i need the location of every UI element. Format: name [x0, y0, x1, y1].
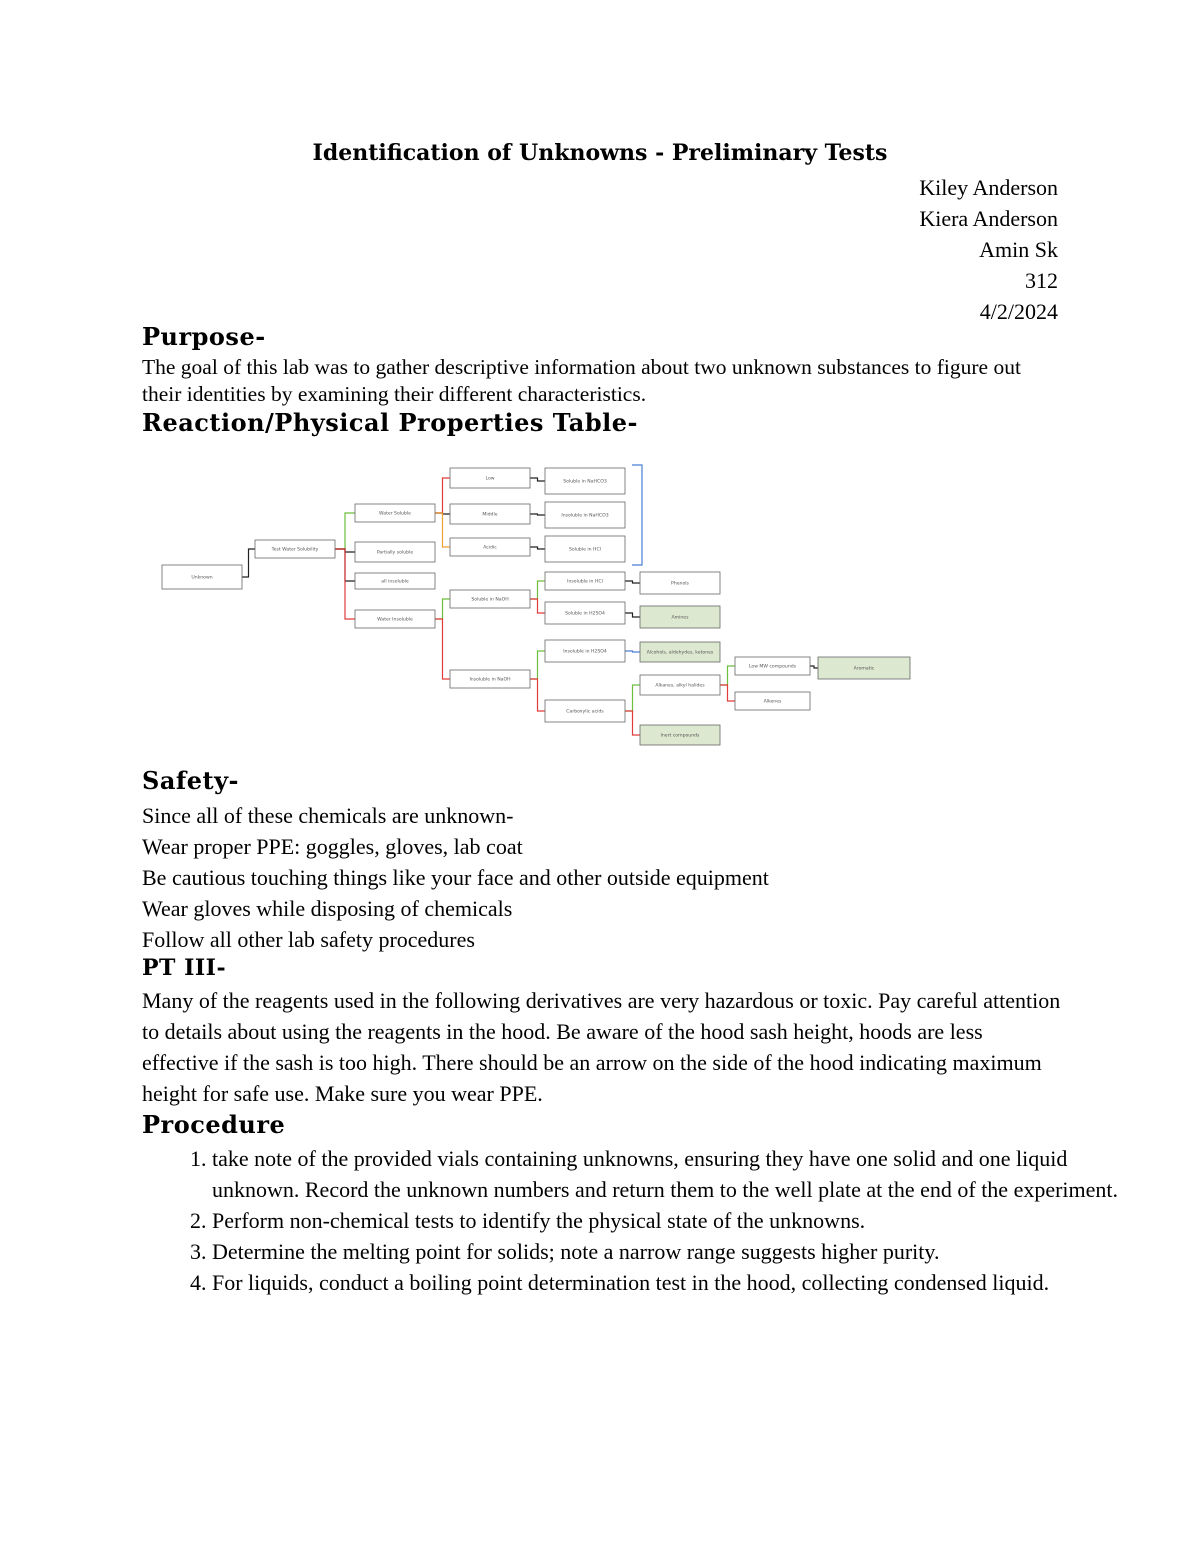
- safety-line: Follow all other lab safety procedures: [142, 927, 475, 952]
- table-heading: Reaction/Physical Properties Table-: [142, 408, 638, 437]
- procedure-step: 4. For liquids, conduct a boiling point determination test in the hood, collecting condensed liquid.: [212, 1267, 1132, 1298]
- flowchart-node-label: Soluble in HCl: [569, 547, 601, 553]
- flowchart-connector: [720, 666, 735, 685]
- flowchart-connector: [530, 478, 545, 481]
- flowchart-node-label: Alkenes: [763, 699, 782, 705]
- flowchart-node-label: Insoluble in NaOH: [469, 677, 511, 683]
- flowchart-node-label: Soluble in NaHCO3: [563, 479, 607, 485]
- safety-line: Wear proper PPE: goggles, gloves, lab coat: [142, 834, 523, 859]
- flowchart-node-label: Water Soluble: [379, 511, 411, 517]
- purpose-heading: Purpose-: [142, 322, 266, 351]
- author-line: Amin Sk: [979, 237, 1058, 262]
- flowchart-connector: [720, 685, 735, 701]
- flowchart-bracket: [632, 465, 642, 565]
- pt3-heading: PT III-: [142, 955, 227, 981]
- flowchart-connector: [530, 581, 545, 599]
- document-date: 4/2/2024: [979, 299, 1058, 324]
- document-title: Identification of Unknowns - Preliminary Tests: [312, 140, 888, 166]
- flowchart-node-label: Alcohols, aldehydes, ketones: [646, 650, 714, 656]
- flowchart-node-label: Insoluble in NaHCO3: [561, 513, 609, 519]
- flowchart-node-label: Carboxylic acids: [566, 709, 604, 715]
- author-block: [919, 172, 1058, 327]
- flowchart-node-label: Acidic: [483, 545, 497, 551]
- flowchart-connector: [435, 599, 450, 619]
- safety-heading: Safety-: [142, 766, 239, 795]
- flowchart-node-label: Soluble in H2SO4: [565, 611, 605, 617]
- procedure-step: 3. Determine the melting point for solids; note a narrow range suggests higher purity.: [212, 1236, 1132, 1267]
- flowchart-svg: [160, 460, 920, 755]
- flowchart-connector: [335, 549, 355, 619]
- flowchart-connector: [530, 679, 545, 711]
- flowchart-node-label: Alkanes, alkyl halides: [655, 683, 705, 689]
- flowchart-connector: [435, 478, 450, 513]
- pt3-text: Many of the reagents used in the following derivatives are very hazardous or toxic. Pay careful attention to details about using the reagents in the hood. Be aware of the hood sash height, hoods are less effective if the sash is too high. There should be an arrow on the side of the hood indicating maximum height for safe use. Make sure you wear PPE.: [142, 988, 1061, 1106]
- flowchart-connector: [242, 549, 255, 577]
- flowchart-node-label: Inert compounds: [660, 733, 700, 739]
- flowchart-connector: [530, 599, 545, 613]
- purpose-text: The goal of this lab was to gather descriptive information about two unknown substances to figure out their identities by examining their different characteristics.: [142, 355, 1021, 406]
- flowchart-connector: [625, 581, 640, 583]
- flowchart-connector: [435, 619, 450, 679]
- procedure-step: 2. Perform non-chemical tests to identify the physical state of the unknowns.: [212, 1205, 1132, 1236]
- procedure-step: 1. take note of the provided vials containing unknowns, ensuring they have one solid and one liquid unknown. Record the unknown numbers and return them to the well plate at the end of the experiment.: [212, 1143, 1132, 1205]
- solubility-flowchart: [160, 460, 920, 755]
- safety-line: Be cautious touching things like your face and other outside equipment: [142, 865, 769, 890]
- flowchart-connector: [810, 666, 818, 668]
- flowchart-node-label: Amines: [671, 615, 689, 621]
- flowchart-node-label: Soluble in NaOH: [471, 597, 509, 603]
- flowchart-connector: [530, 651, 545, 679]
- flowchart-connector: [335, 513, 355, 549]
- flowchart-node-label: Low: [485, 476, 495, 482]
- procedure-list: [142, 1143, 1132, 1298]
- flowchart-connector: [530, 547, 545, 549]
- flowchart-connector: [625, 685, 640, 711]
- section-number: 312: [1025, 268, 1058, 293]
- author-line: Kiley Anderson: [919, 175, 1058, 200]
- safety-line: Wear gloves while disposing of chemicals: [142, 896, 513, 921]
- flowchart-node-label: Middle: [482, 512, 498, 518]
- procedure-heading: Procedure: [142, 1110, 286, 1139]
- flowchart-connector: [530, 514, 545, 515]
- flowchart-node-label: Low MW compounds: [748, 664, 797, 670]
- flowchart-node-label: Partially soluble: [376, 550, 414, 556]
- author-line: Kiera Anderson: [919, 206, 1058, 231]
- flowchart-node-label: Phenols: [671, 581, 689, 587]
- flowchart-connector: [625, 613, 640, 617]
- flowchart-node-label: all insoluble: [381, 579, 409, 585]
- flowchart-node-label: Insoluble in HCl: [567, 579, 603, 585]
- flowchart-node-label: Unknown: [191, 575, 213, 581]
- safety-list: [142, 800, 769, 955]
- flowchart-node-label: Insoluble in H2SO4: [563, 649, 607, 655]
- flowchart-connector: [625, 651, 640, 652]
- flowchart-node-label: Water Insoluble: [377, 617, 413, 623]
- safety-line: Since all of these chemicals are unknown-: [142, 803, 514, 828]
- flowchart-connector: [625, 711, 640, 735]
- flowchart-node-label: Aromatic: [853, 666, 875, 672]
- flowchart-connector: [435, 513, 450, 547]
- flowchart-node-label: Test Water Solubility: [271, 547, 319, 553]
